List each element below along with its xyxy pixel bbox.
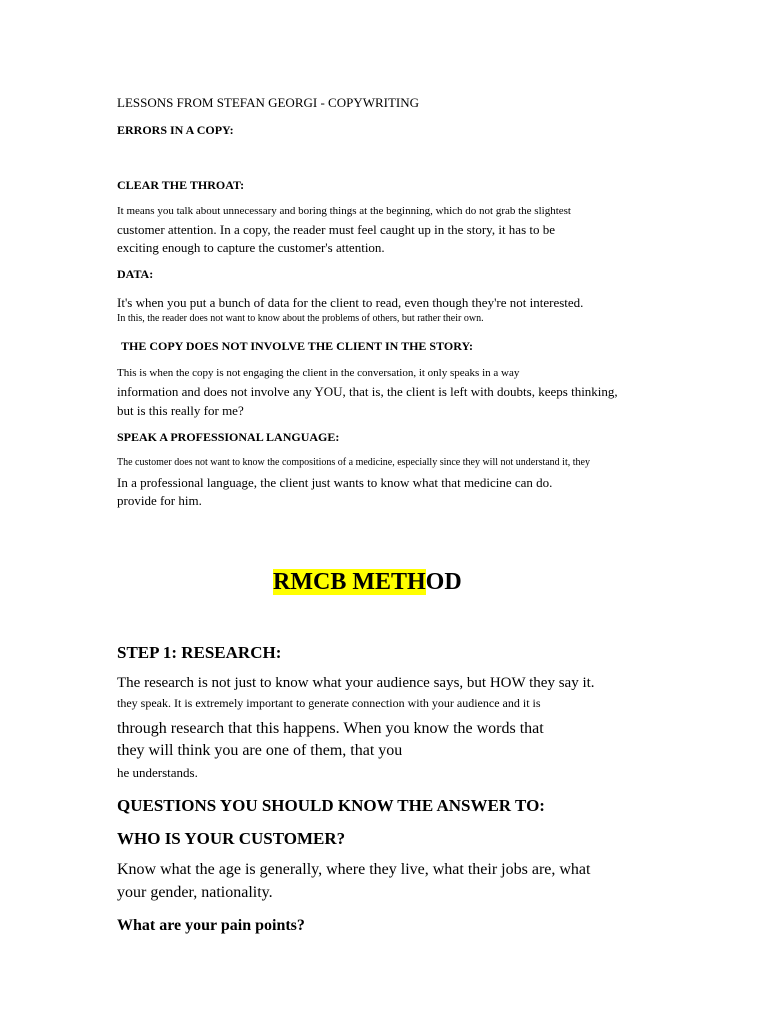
step1-line: The research is not just to know what your audience says, but HOW they say it. [117, 675, 595, 691]
who-line: Know what the age is generally, where they live, what their jobs are, what [117, 861, 591, 878]
step1-line: through research that this happens. When you know the words that [117, 720, 544, 737]
not-involve-heading: THE COPY DOES NOT INVOLVE THE CLIENT IN THE STORY: [121, 339, 474, 353]
questions-heading: QUESTIONS YOU SHOULD KNOW THE ANSWER TO: [117, 796, 545, 815]
step1-line: they will think you are one of them, that you [117, 742, 403, 759]
clear-throat-heading: CLEAR THE THROAT: [117, 178, 245, 192]
professional-heading: SPEAK A PROFESSIONAL LANGUAGE: [117, 430, 340, 444]
errors-heading: ERRORS IN A COPY: [117, 123, 234, 137]
method-title [273, 570, 462, 594]
who-heading: WHO IS YOUR CUSTOMER? [117, 829, 346, 848]
data-line: It's when you put a bunch of data for the client to read, even though they're not interested. [117, 295, 584, 310]
method-title-rest: OD [425, 569, 462, 595]
not-involve-line: information and does not involve any YOU, that is, the client is left with doubts, keeps thinking, [117, 384, 618, 399]
step1-heading: STEP 1: RESEARCH: [117, 643, 282, 662]
who-line: your gender, nationality. [117, 884, 273, 901]
clear-throat-line: exciting enough to capture the customer's attention. [117, 240, 385, 255]
pain-heading: What are your pain points? [117, 917, 305, 934]
step1-line: they speak. It is extremely important to generate connection with your audience and it is [117, 696, 541, 710]
document-title: LESSONS FROM STEFAN GEORGI - COPYWRITING [117, 95, 420, 110]
method-title-highlighted: RMCB METH [273, 569, 426, 595]
professional-line: In a professional language, the client just wants to know what that medicine can do. [117, 475, 553, 490]
not-involve-line: but is this really for me? [117, 403, 244, 418]
data-heading: DATA: [117, 267, 154, 281]
professional-line: provide for him. [117, 493, 202, 508]
clear-throat-line: customer attention. In a copy, the reader must feel caught up in the story, it has to be [117, 222, 556, 237]
step1-line: he understands. [117, 765, 198, 780]
data-line: In this, the reader does not want to know about the problems of others, but rather their own. [117, 313, 484, 324]
professional-line: The customer does not want to know the compositions of a medicine, especially since they will not understand it, they [117, 457, 590, 468]
not-involve-line: This is when the copy is not engaging the client in the conversation, it only speaks in a way [117, 367, 520, 379]
clear-throat-line: It means you talk about unnecessary and boring things at the beginning, which do not grab the slightest [117, 205, 571, 217]
